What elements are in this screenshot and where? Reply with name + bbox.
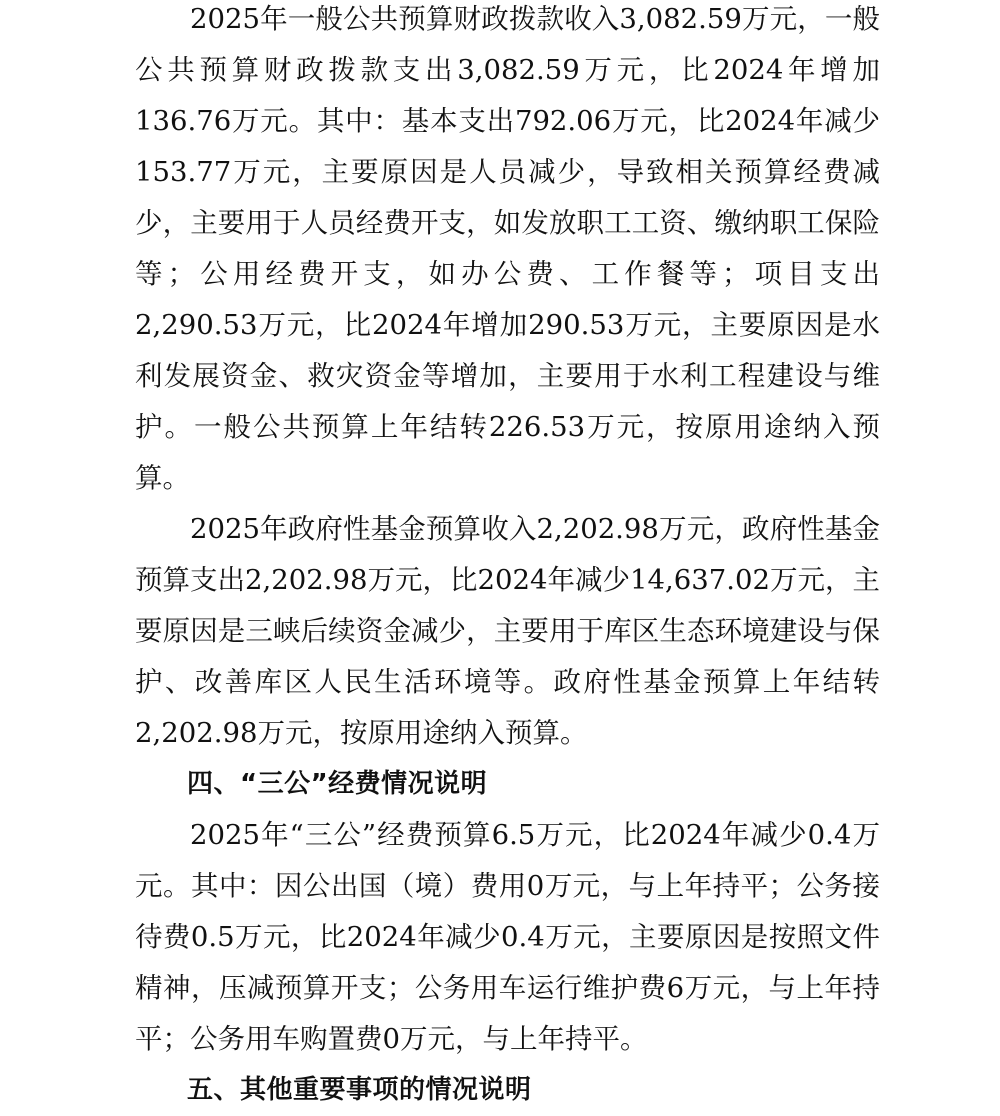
paragraph-general-budget: 2025年一般公共预算财政拨款收入3,082.59万元，一般公共预算财政拨款支出3,082.59万元，比2024年增加136.76万元。其中：基本支出792.06万元，比2024年减少153.77万元，主要原因是人员减少，导致相关预算经费减少，主要用于人员经费开支，如发放职工工资、缴纳职工保险等；公用经费开支，如办公费、工作餐等；项目支出2,290.53万元，比2024年增加290.53万元，主要原因是水利发展资金、救灾资金等增加，主要用于水利工程建设与维护。一般公共预算上年结转226.53万元，按原用途纳入预算。 <box>135 3 880 494</box>
paragraph-three-public-expenses: 2025年“三公”经费预算6.5万元，比2024年减少0.4万元。其中：因公出国（境）费用0万元，与上年持平；公务接待费0.5万元，比2024年减少0.4万元，主要原因是按照文件精神，压减预算开支；公务用车运行维护费6万元，与上年持平；公务用车购置费0万元，与上年持平。 <box>135 819 880 1055</box>
section-heading-three-public-expenses: 四、“三公”经费情况说明 <box>187 769 488 799</box>
document-page <box>135 0 880 1116</box>
section-heading-other-matters: 五、其他重要事项的情况说明 <box>187 1075 532 1105</box>
paragraph-government-fund-budget: 2025年政府性基金预算收入2,202.98万元，政府性基金预算支出2,202.98万元，比2024年减少14,637.02万元，主要原因是三峡后续资金减少，主要用于库区生态环境建设与保护、改善库区人民生活环境等。政府性基金预算上年结转2,202.98万元，按原用途纳入预算。 <box>135 513 880 749</box>
